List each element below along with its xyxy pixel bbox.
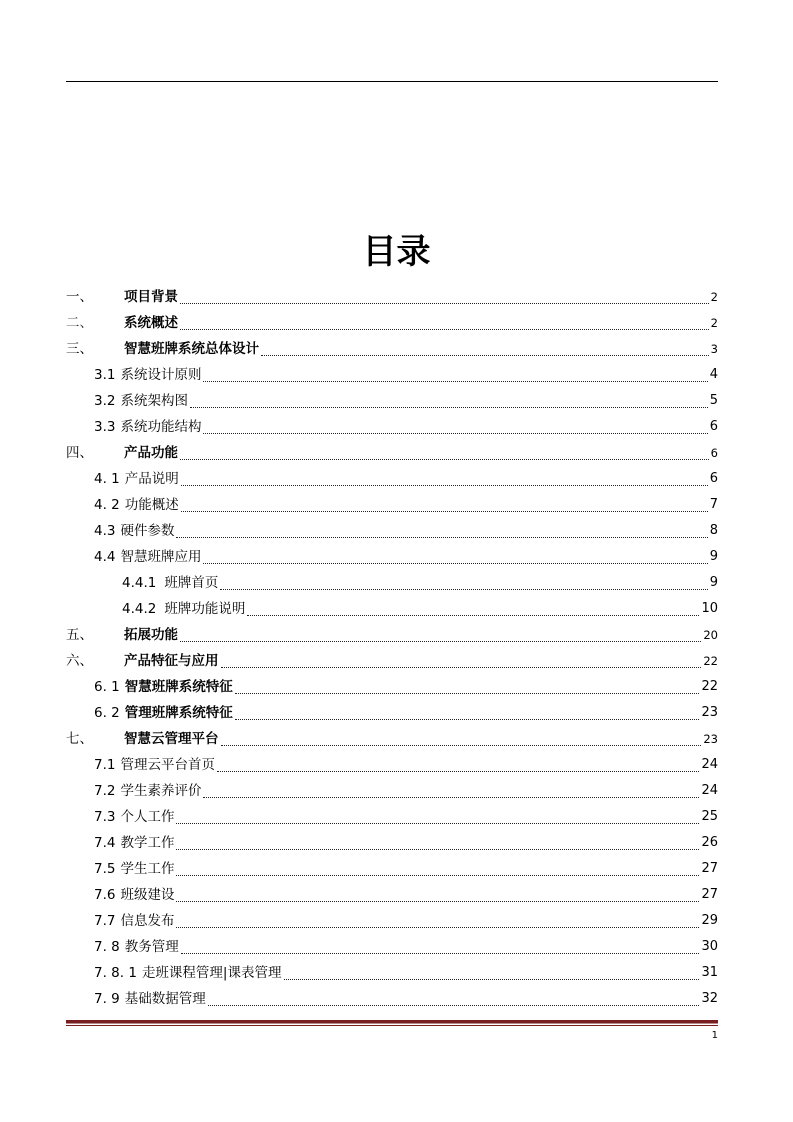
toc-entry-title: 拓展功能 xyxy=(124,627,178,643)
toc-entry-number: 七、 xyxy=(66,731,93,747)
toc-entry-title: 产品特征与应用 xyxy=(124,653,219,669)
toc-entry-page: 6 xyxy=(710,446,718,460)
toc-entry[interactable] xyxy=(66,544,718,570)
toc-entry-title: 产品说明 xyxy=(124,471,179,487)
toc-entry[interactable] xyxy=(66,726,718,752)
toc-entry[interactable] xyxy=(66,518,718,544)
toc-entry-number: 3.3 xyxy=(94,419,116,435)
toc-entry[interactable] xyxy=(66,804,718,830)
header-rule xyxy=(66,81,718,82)
toc-dot-leader xyxy=(203,433,707,434)
toc-dot-leader xyxy=(261,355,709,356)
toc-entry-number: 4.4.1 xyxy=(122,575,157,591)
toc-entry-page: 20 xyxy=(703,628,718,642)
toc-dot-leader xyxy=(181,511,708,512)
toc-dot-leader xyxy=(220,589,707,590)
toc-entry[interactable] xyxy=(66,830,718,856)
toc-entry-number: 一、 xyxy=(66,289,93,305)
toc-dot-leader xyxy=(208,1005,700,1006)
toc-entry-number: 7. 8 xyxy=(94,939,120,955)
toc-entry-number: 4.3 xyxy=(94,523,116,539)
toc-dot-leader xyxy=(221,667,702,668)
toc-dot-leader xyxy=(181,485,708,486)
toc-entry-title: 班级建设 xyxy=(120,887,175,903)
toc-entry-page: 10 xyxy=(701,601,718,616)
toc-entry-number: 六、 xyxy=(66,653,93,669)
toc-entry-number: 二、 xyxy=(66,315,93,331)
toc-dot-leader xyxy=(176,823,699,824)
toc-entry[interactable] xyxy=(66,414,718,440)
toc-entry[interactable] xyxy=(66,284,718,310)
toc-entry-page: 24 xyxy=(701,757,718,772)
toc-dot-leader xyxy=(176,849,699,850)
toc-entry-page: 2 xyxy=(710,290,718,304)
toc-entry-number: 7.6 xyxy=(94,887,116,903)
toc-entry[interactable] xyxy=(66,622,718,648)
toc-entry-number: 7.2 xyxy=(94,783,116,799)
toc-dot-leader xyxy=(203,381,707,382)
toc-entry[interactable] xyxy=(66,700,718,726)
toc-entry-number: 4. 2 xyxy=(94,497,120,513)
toc-dot-leader xyxy=(181,953,700,954)
toc-entry[interactable] xyxy=(66,336,718,362)
toc-dot-leader xyxy=(176,927,699,928)
toc-entry-page: 7 xyxy=(709,497,718,512)
toc-entry-page: 29 xyxy=(701,913,718,928)
toc-entry-title: 功能概述 xyxy=(124,497,179,513)
toc-entry-page: 26 xyxy=(701,835,718,850)
toc-entry-title: 管理班牌系统特征 xyxy=(124,705,233,721)
toc-dot-leader xyxy=(176,875,699,876)
toc-entry-number: 7. 8. 1 xyxy=(94,965,137,981)
page-number: 1 xyxy=(711,1030,718,1041)
toc-entry-title: 产品功能 xyxy=(124,445,178,461)
toc-entry-title: 智慧班牌应用 xyxy=(120,549,202,565)
toc-dot-leader xyxy=(180,303,709,304)
toc-entry[interactable] xyxy=(66,674,718,700)
toc-entry-page: 3 xyxy=(710,342,718,356)
toc-dot-leader xyxy=(180,329,709,330)
toc-entry-title: 走班课程管理|课表管理 xyxy=(141,965,282,981)
toc-dot-leader xyxy=(247,615,699,616)
toc-entry[interactable] xyxy=(66,934,718,960)
footer-rule xyxy=(66,1020,718,1024)
toc-entry-page: 5 xyxy=(709,393,718,408)
toc-entry-number: 3.1 xyxy=(94,367,116,383)
toc-entry-title: 智慧班牌系统总体设计 xyxy=(124,341,259,357)
toc-entry[interactable] xyxy=(66,596,718,622)
toc-entry[interactable] xyxy=(66,440,718,466)
toc-entry-number: 4.4 xyxy=(94,549,116,565)
toc-entry-page: 8 xyxy=(709,523,718,538)
toc-entry[interactable] xyxy=(66,362,718,388)
toc-entry-page: 31 xyxy=(701,965,718,980)
toc-entry-number: 4.4.2 xyxy=(122,601,157,617)
toc-entry-title: 学生工作 xyxy=(120,861,175,877)
toc-entry[interactable] xyxy=(66,388,718,414)
footer-rule-thin xyxy=(66,1025,718,1026)
toc-entry-number: 7. 9 xyxy=(94,991,120,1007)
toc-entry-page: 4 xyxy=(709,367,718,382)
toc-entry-number: 4. 1 xyxy=(94,471,120,487)
toc-entry-number: 7.1 xyxy=(94,757,116,773)
toc-entry-title: 智慧班牌系统特征 xyxy=(124,679,233,695)
toc-entry-title: 管理云平台首页 xyxy=(120,757,215,773)
toc-dot-leader xyxy=(235,719,700,720)
toc-entry-number: 四、 xyxy=(66,445,93,461)
toc-entry-title: 学生素养评价 xyxy=(120,783,202,799)
table-of-contents xyxy=(66,284,718,1012)
toc-entry-page: 2 xyxy=(710,316,718,330)
toc-entry-title: 教学工作 xyxy=(120,835,175,851)
toc-entry-number: 6. 1 xyxy=(94,679,120,695)
toc-entry[interactable] xyxy=(66,908,718,934)
toc-entry[interactable] xyxy=(66,752,718,778)
toc-entry-title: 系统概述 xyxy=(124,315,178,331)
toc-entry-page: 23 xyxy=(701,705,718,720)
toc-entry-number: 3.2 xyxy=(94,393,116,409)
toc-dot-leader xyxy=(235,693,700,694)
toc-title: 目录 xyxy=(362,232,431,272)
toc-entry[interactable] xyxy=(66,492,718,518)
toc-entry-title: 班牌功能说明 xyxy=(164,601,246,617)
toc-entry[interactable] xyxy=(66,882,718,908)
toc-entry-page: 6 xyxy=(709,419,718,434)
toc-entry-title: 系统架构图 xyxy=(120,393,188,409)
toc-entry[interactable] xyxy=(66,648,718,674)
toc-dot-leader xyxy=(180,459,709,460)
toc-entry-title: 教务管理 xyxy=(124,939,179,955)
toc-dot-leader xyxy=(176,901,699,902)
toc-entry[interactable] xyxy=(66,310,718,336)
toc-entry[interactable] xyxy=(66,570,718,596)
toc-entry-page: 9 xyxy=(709,575,718,590)
toc-entry-number: 7.7 xyxy=(94,913,116,929)
toc-entry[interactable] xyxy=(66,856,718,882)
toc-entry-page: 23 xyxy=(703,732,718,746)
toc-entry-page: 22 xyxy=(703,654,718,668)
toc-dot-leader xyxy=(284,979,700,980)
toc-dot-leader xyxy=(180,641,701,642)
toc-entry-number: 7.4 xyxy=(94,835,116,851)
toc-entry[interactable] xyxy=(66,778,718,804)
toc-dot-leader xyxy=(203,563,707,564)
toc-dot-leader xyxy=(176,537,707,538)
toc-entry-title: 智慧云管理平台 xyxy=(124,731,219,747)
toc-entry-title: 个人工作 xyxy=(120,809,175,825)
toc-entry-title: 系统功能结构 xyxy=(120,419,202,435)
toc-entry-number: 五、 xyxy=(66,627,93,643)
toc-entry[interactable] xyxy=(66,986,718,1012)
toc-entry-page: 6 xyxy=(709,471,718,486)
toc-entry[interactable] xyxy=(66,466,718,492)
toc-entry-number: 三、 xyxy=(66,341,93,357)
toc-entry-number: 6. 2 xyxy=(94,705,120,721)
toc-entry-page: 25 xyxy=(701,809,718,824)
toc-entry-number: 7.3 xyxy=(94,809,116,825)
toc-entry-title: 硬件参数 xyxy=(120,523,175,539)
toc-entry-title: 基础数据管理 xyxy=(124,991,206,1007)
toc-entry-page: 24 xyxy=(701,783,718,798)
toc-entry-page: 22 xyxy=(701,679,718,694)
toc-dot-leader xyxy=(203,797,699,798)
toc-dot-leader xyxy=(190,407,708,408)
toc-entry-number: 7.5 xyxy=(94,861,116,877)
toc-dot-leader xyxy=(217,771,699,772)
toc-entry-title: 信息发布 xyxy=(120,913,175,929)
toc-entry-title: 班牌首页 xyxy=(164,575,219,591)
toc-entry-title: 系统设计原则 xyxy=(120,367,202,383)
toc-entry[interactable] xyxy=(66,960,718,986)
toc-dot-leader xyxy=(221,745,702,746)
toc-entry-page: 27 xyxy=(701,861,718,876)
toc-entry-page: 27 xyxy=(701,887,718,902)
toc-entry-page: 9 xyxy=(709,549,718,564)
toc-entry-page: 30 xyxy=(701,939,718,954)
toc-entry-page: 32 xyxy=(701,991,718,1006)
toc-entry-title: 项目背景 xyxy=(124,289,178,305)
